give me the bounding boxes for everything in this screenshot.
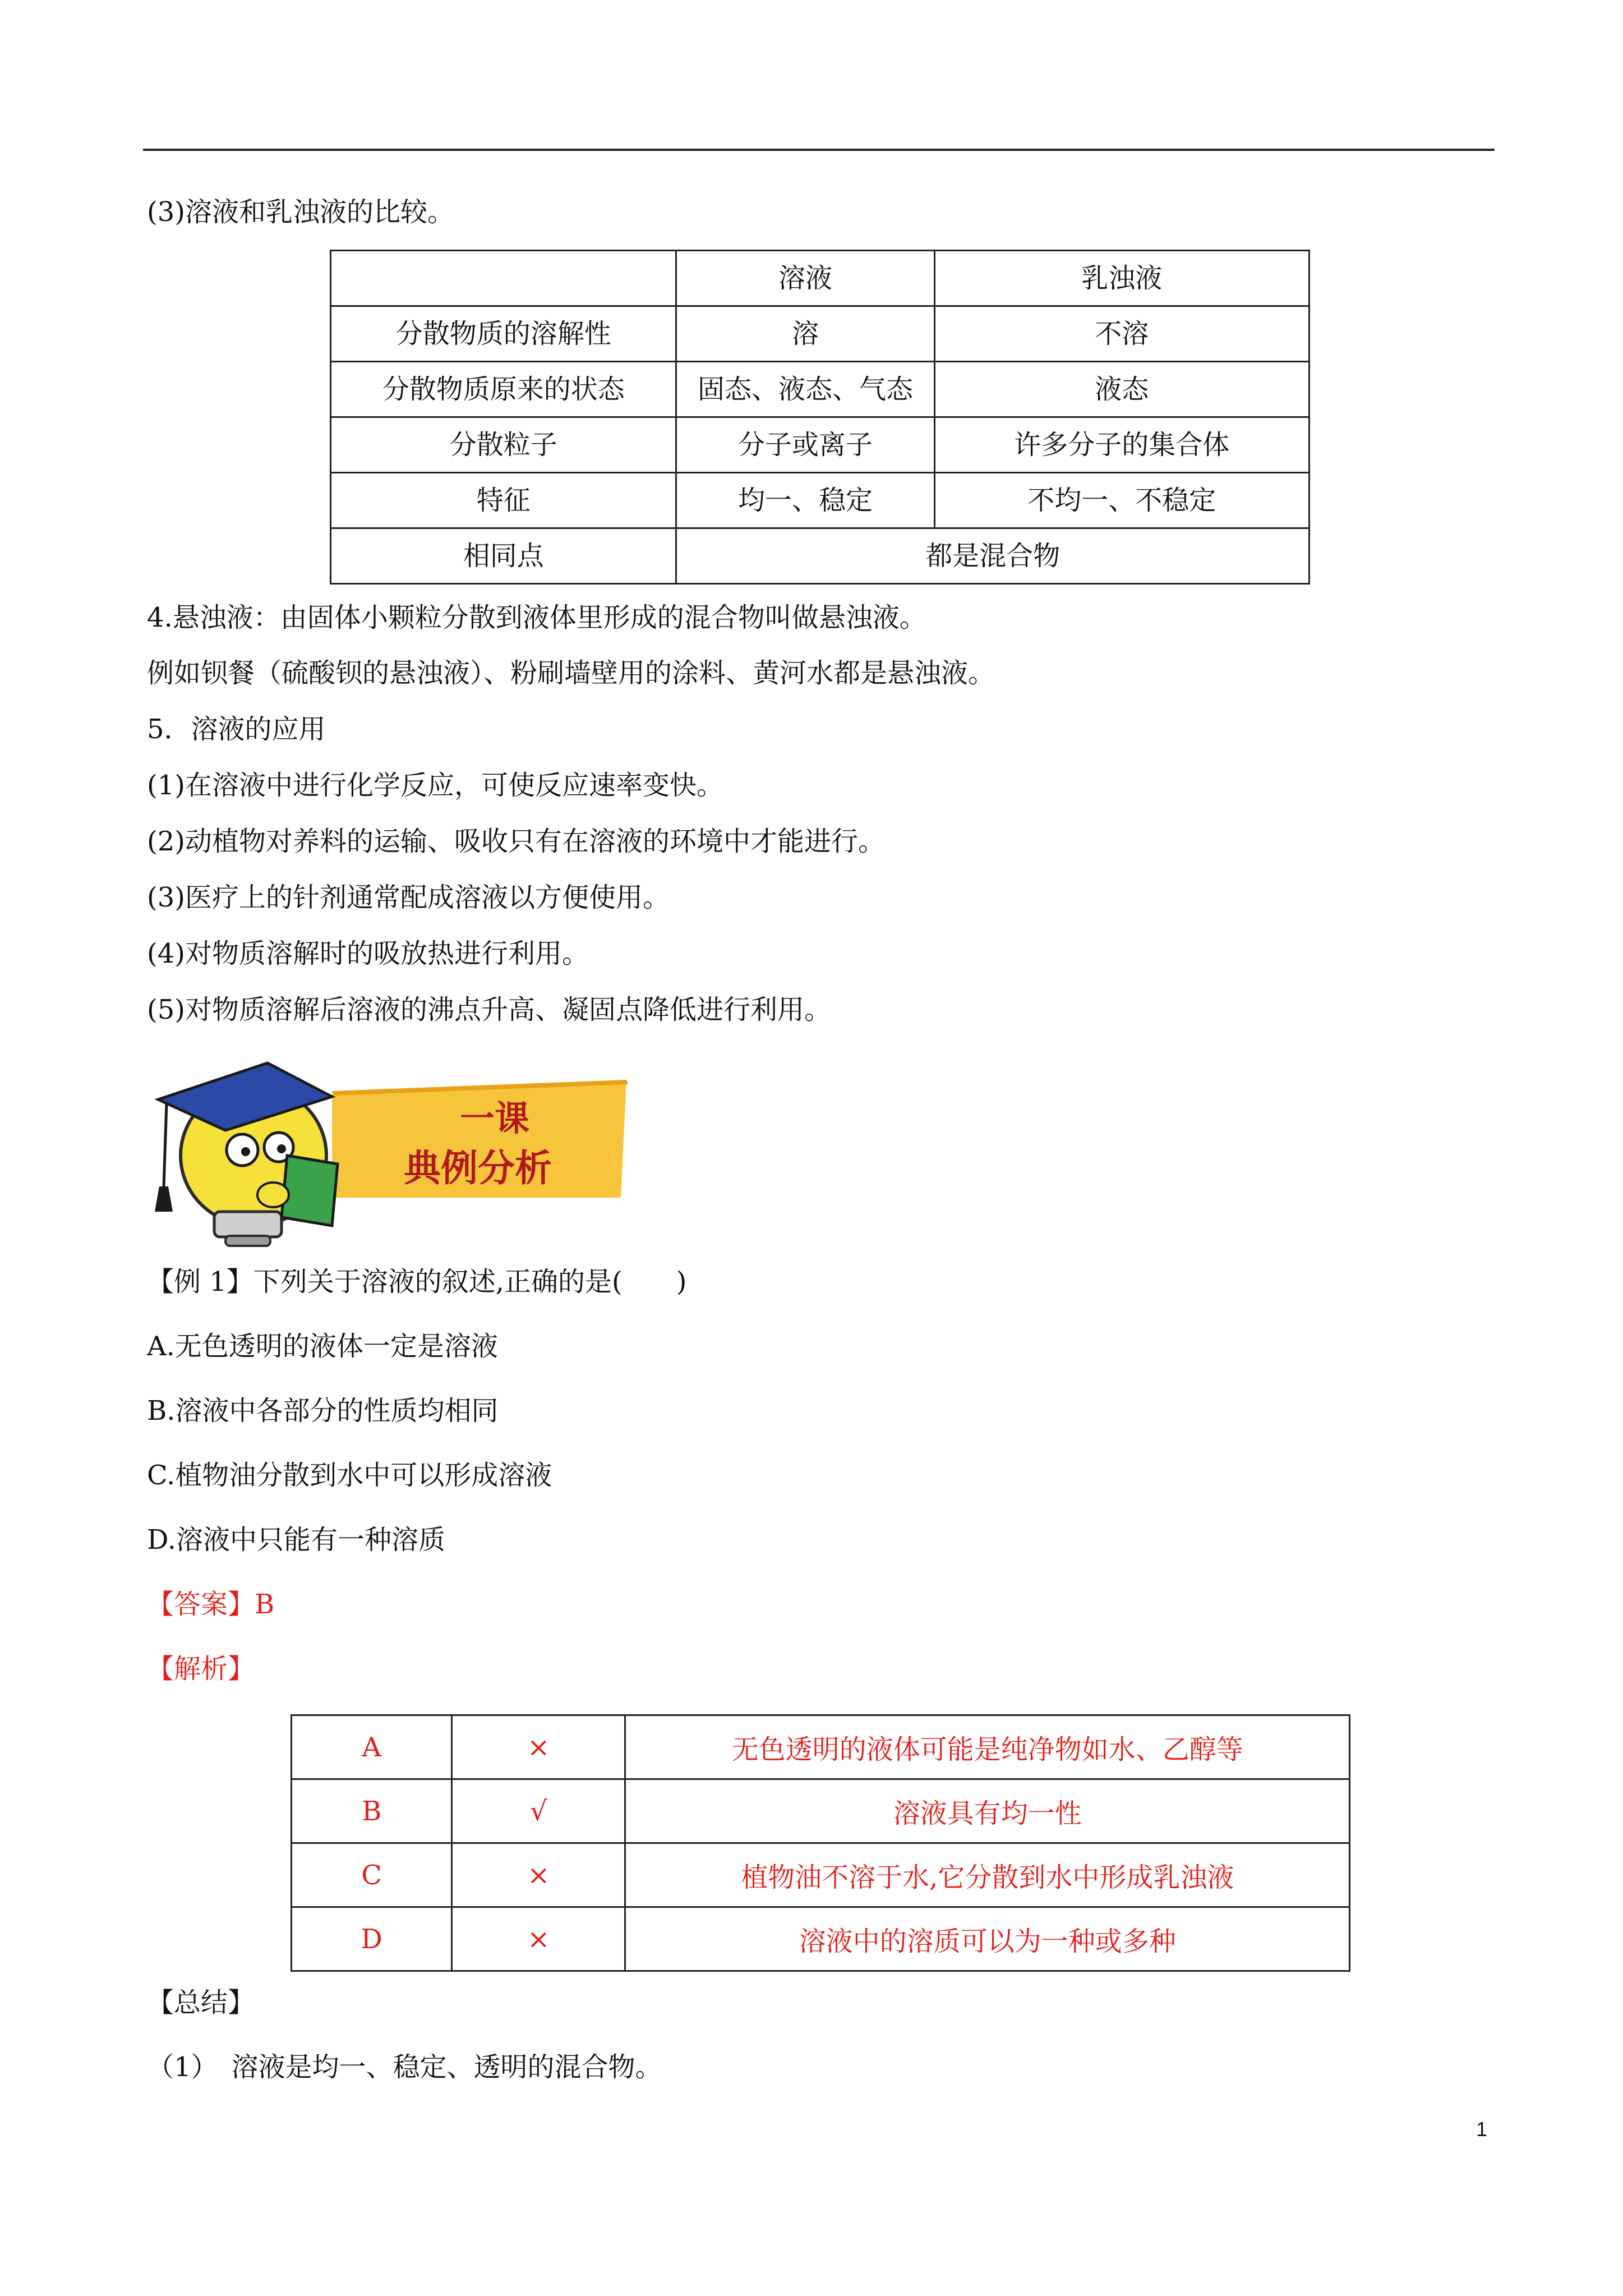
application-item: (1)在溶液中进行化学反应，可使反应速率变快。 bbox=[147, 770, 723, 801]
table-row bbox=[292, 1843, 1350, 1907]
application-item: (5)对物质溶解后溶液的沸点升高、凝固点降低进行利用。 bbox=[147, 994, 831, 1025]
option-cell: A bbox=[292, 1715, 452, 1779]
mark-cell: × bbox=[452, 1907, 625, 1971]
table-header-cell: 溶液 bbox=[676, 251, 934, 306]
option-b: B.溶液中各部分的性质均相同 bbox=[147, 1395, 499, 1427]
row-label: 相同点 bbox=[331, 528, 676, 584]
mark-cell: √ bbox=[452, 1779, 625, 1843]
table-row bbox=[331, 306, 1310, 362]
option-cell: C bbox=[292, 1843, 452, 1907]
table-row bbox=[292, 1715, 1350, 1779]
emulsion-cell: 许多分子的集合体 bbox=[934, 417, 1309, 473]
solution-cell: 均一、稳定 bbox=[676, 473, 934, 528]
analysis-label: 【解析】 bbox=[147, 1653, 255, 1685]
table-header-cell: 乳浊液 bbox=[934, 251, 1309, 306]
application-item: (3)医疗上的针剂通常配成溶液以方便使用。 bbox=[147, 882, 670, 913]
solution-cell: 分子或离子 bbox=[676, 417, 934, 473]
emulsion-cell: 不溶 bbox=[934, 306, 1309, 362]
table-row bbox=[331, 473, 1310, 528]
summary-item: （1） 溶液是均一、稳定、透明的混合物。 bbox=[147, 2051, 662, 2083]
table-row bbox=[331, 251, 1310, 306]
reason-cell: 溶液具有均一性 bbox=[625, 1779, 1350, 1843]
option-d: D.溶液中只能有一种溶质 bbox=[147, 1524, 446, 1556]
banner-line2: 典例分析 bbox=[404, 1147, 552, 1190]
common-value-cell: 都是混合物 bbox=[676, 528, 1310, 584]
answer-label: 【答案】 bbox=[147, 1589, 255, 1620]
application-item: (2)动植物对养料的运输、吸收只有在溶液的环境中才能进行。 bbox=[147, 826, 885, 857]
lesson-banner bbox=[147, 1057, 629, 1248]
answer-value: B bbox=[255, 1589, 275, 1620]
table-header-cell bbox=[331, 251, 676, 306]
table-row bbox=[292, 1907, 1350, 1971]
option-cell: B bbox=[292, 1779, 452, 1843]
header-rule bbox=[143, 149, 1495, 151]
reason-cell: 植物油不溶于水,它分散到水中形成乳浊液 bbox=[625, 1843, 1350, 1907]
application-item: (4)对物质溶解时的吸放热进行利用。 bbox=[147, 938, 589, 969]
mark-cell: × bbox=[452, 1715, 625, 1779]
option-cell: D bbox=[292, 1907, 452, 1971]
row-label: 特征 bbox=[331, 473, 676, 528]
row-label: 分散粒子 bbox=[331, 417, 676, 473]
banner-line1: 一课 bbox=[459, 1098, 530, 1139]
emulsion-cell: 不均一、不稳定 bbox=[934, 473, 1309, 528]
table-row bbox=[331, 417, 1310, 473]
summary-label: 【总结】 bbox=[147, 1987, 255, 2018]
solution-cell: 溶 bbox=[676, 306, 934, 362]
emulsion-cell: 液态 bbox=[934, 362, 1309, 417]
table-intro: (3)溶液和乳浊液的比较。 bbox=[147, 196, 454, 228]
page-number: 1 bbox=[1476, 2118, 1488, 2141]
table-row bbox=[331, 362, 1310, 417]
option-c: C.植物油分散到水中可以形成溶液 bbox=[147, 1460, 552, 1491]
reason-cell: 无色透明的液体可能是纯净物如水、乙醇等 bbox=[625, 1715, 1350, 1779]
table-row bbox=[292, 1779, 1350, 1843]
answer-line bbox=[147, 1588, 274, 1621]
comparison-table bbox=[330, 250, 1310, 585]
option-a: A.无色透明的液体一定是溶液 bbox=[147, 1331, 498, 1362]
bulb-scholar-icon bbox=[155, 1063, 338, 1246]
reason-cell: 溶液中的溶质可以为一种或多种 bbox=[625, 1907, 1350, 1971]
suspension-definition: 4.悬浊液：由固体小颗粒分散到液体里形成的混合物叫做悬浊液。 bbox=[147, 602, 926, 633]
analysis-table bbox=[291, 1714, 1350, 1972]
row-label: 分散物质的溶解性 bbox=[331, 306, 676, 362]
suspension-examples: 例如钡餐（硫酸钡的悬浊液）、粉刷墙壁用的涂料、黄河水都是悬浊液。 bbox=[147, 657, 995, 689]
row-label: 分散物质原来的状态 bbox=[331, 362, 676, 417]
solution-cell: 固态、液态、气态 bbox=[676, 362, 934, 417]
example-question: 【例 1】下列关于溶液的叙述,正确的是( ) bbox=[147, 1266, 687, 1297]
mark-cell: × bbox=[452, 1843, 625, 1907]
applications-title: 5．溶液的应用 bbox=[147, 714, 326, 745]
table-row bbox=[331, 528, 1310, 584]
